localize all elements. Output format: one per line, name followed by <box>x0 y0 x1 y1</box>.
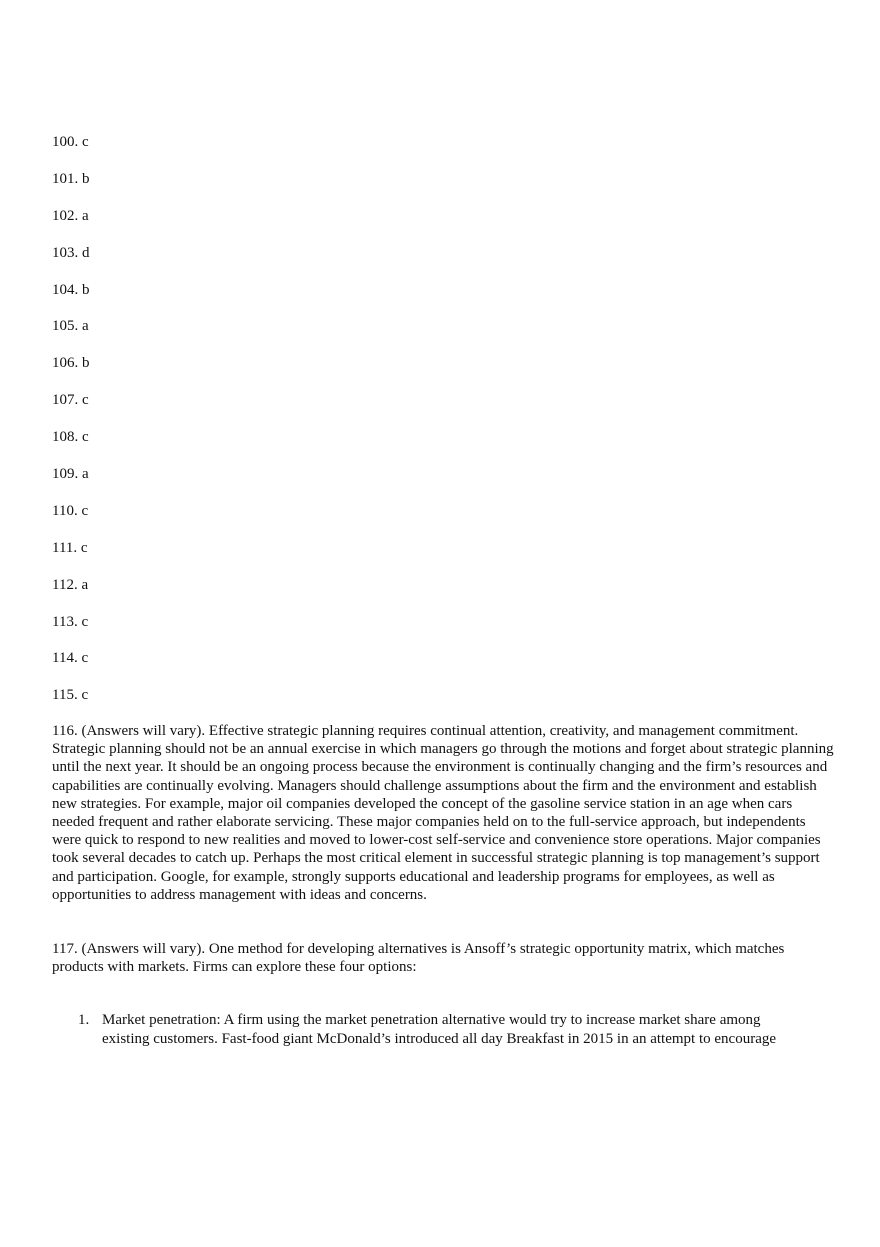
answer-line: 110. c <box>52 502 89 519</box>
essay-answer-117: 117. (Answers will vary). One method for developing alternatives is Ansoff’s strategic opportunity matrix, which matches products with markets. Firms can explore these four options: <box>52 941 785 976</box>
list-item <box>78 1011 802 1049</box>
answer-line: 103. d <box>52 244 90 261</box>
list-item-text: Market penetration: A firm using the market penetration alternative would try to increase market share among existing customers. Fast-food giant McDonald’s introduced all day Breakfast in 2015 in an attempt to encourage <box>102 1012 777 1047</box>
answer-line: 115. c <box>52 687 89 704</box>
list-item-number: 1. <box>78 1012 90 1028</box>
answer-line: 101. b <box>52 170 90 187</box>
answer-line: 108. c <box>52 429 89 446</box>
answer-line: 113. c <box>52 613 89 630</box>
answer-line: 102. a <box>52 207 89 224</box>
answer-line: 107. c <box>52 392 89 409</box>
answer-line: 114. c <box>52 650 89 667</box>
answer-line: 100. c <box>52 134 89 150</box>
answer-key-list <box>52 133 832 723</box>
options-list <box>78 1011 802 1049</box>
answer-line: 109. a <box>52 466 89 483</box>
answer-line: 104. b <box>52 281 90 298</box>
answer-line: 111. c <box>52 539 88 556</box>
essay-answer-116: 116. (Answers will vary). Effective strategic planning requires continual attention, creativity, and management commitment. Strategic planning should not be an annual exercise in which managers go through the motions and forget about strategic planning until the next year. It should be an ongoing process because the environment is continually changing and the firm’s resources and capabilities are continually evolving. Managers should challenge assumptions about the firm and the environment and establish new strategies. For example, major oil companies developed the concept of the gasoline service station in an age when cars needed frequent and rather elaborate servicing. These major companies held on to the full-service approach, but independents were quick to respond to new realities and moved to lower-cost self-service and convenience store operations. Major companies took several decades to catch up. Perhaps the most critical element in successful strategic planning is top management’s support and participation. Google, for example, strongly supports educational and leadership programs for employees, as well as opportunities to address management with ideas and concerns. <box>52 723 834 903</box>
answer-line: 112. a <box>52 576 89 593</box>
answer-line: 106. b <box>52 355 90 372</box>
answer-line: 105. a <box>52 318 89 335</box>
